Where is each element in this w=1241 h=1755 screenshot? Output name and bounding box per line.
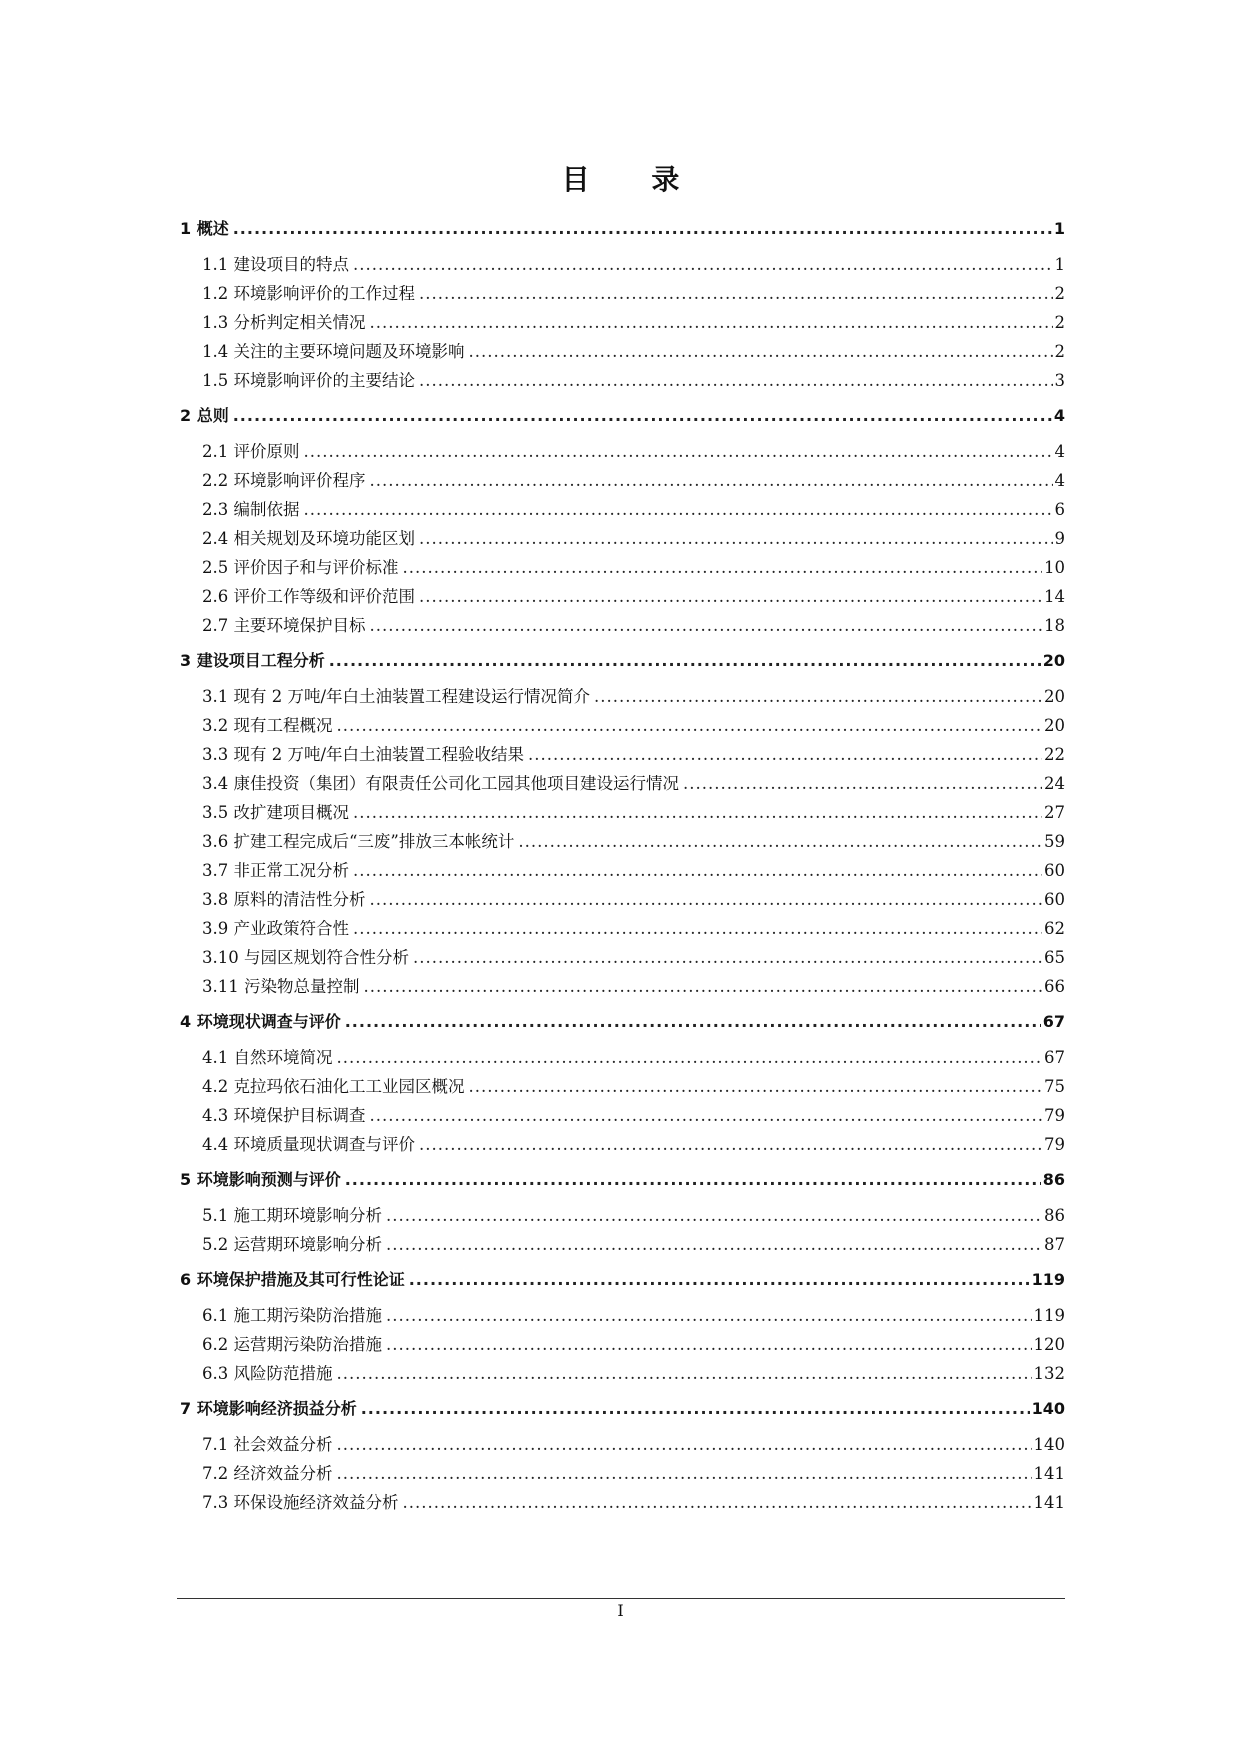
toc-entry-label: 3 建设项目工程分析: [180, 651, 325, 670]
toc-section-entry[interactable]: [180, 582, 1065, 611]
toc-leader-dots: [419, 1130, 1042, 1159]
toc-section-entry[interactable]: [180, 711, 1065, 740]
toc-entry-page-number: 20: [1044, 687, 1065, 706]
toc-leader-dots: [419, 366, 1053, 395]
toc-leader-dots: [353, 914, 1042, 943]
toc-entry-label: 2.5 评价因子和与评价标准: [202, 558, 399, 577]
toc-leader-dots: [469, 337, 1053, 366]
toc-entry-page-number: 24: [1044, 774, 1065, 793]
toc-entry-label: 2.1 评价原则: [202, 442, 300, 461]
toc-entry-page-number: 27: [1044, 803, 1065, 822]
toc-leader-dots: [528, 740, 1042, 769]
toc-entry-label: 4.4 环境质量现状调查与评价: [202, 1135, 415, 1154]
toc-section-entry[interactable]: [180, 740, 1065, 769]
toc-leader-dots: [337, 1459, 1032, 1488]
toc-section-entry[interactable]: [180, 1488, 1065, 1517]
toc-entry-label: 2.3 编制依据: [202, 500, 300, 519]
toc-entry-label: 3.7 非正常工况分析: [202, 861, 349, 880]
toc-entry-page-number: 140: [1033, 1435, 1065, 1454]
toc-section-entry[interactable]: [180, 856, 1065, 885]
toc-section-entry[interactable]: [180, 1072, 1065, 1101]
toc-leader-dots: [370, 308, 1053, 337]
toc-leader-dots: [370, 466, 1053, 495]
toc-leader-dots: [386, 1301, 1032, 1330]
toc-entry-page-number: 2: [1054, 342, 1065, 361]
toc-section-entry[interactable]: [180, 1359, 1065, 1388]
toc-leader-dots: [337, 1043, 1043, 1072]
toc-entry-label: 2.2 环境影响评价程序: [202, 471, 366, 490]
toc-entry-label: 4.3 环境保护目标调查: [202, 1106, 366, 1125]
toc-entry-label: 5 环境影响预测与评价: [180, 1170, 341, 1189]
footer-divider: [177, 1598, 1065, 1599]
toc-entry-page-number: 4: [1054, 471, 1065, 490]
toc-section-entry[interactable]: [180, 798, 1065, 827]
toc-entry-label: 1.5 环境影响评价的主要结论: [202, 371, 415, 390]
toc-leader-dots: [683, 769, 1042, 798]
toc-leader-dots: [233, 214, 1052, 243]
toc-leader-dots: [370, 1101, 1043, 1130]
toc-leader-dots: [518, 827, 1042, 856]
toc-leader-dots: [345, 1007, 1041, 1036]
toc-section-entry[interactable]: [180, 1101, 1065, 1130]
toc-entry-page-number: 141: [1033, 1493, 1065, 1512]
toc-leader-dots: [353, 250, 1053, 279]
toc-entry-page-number: 14: [1044, 587, 1065, 606]
toc-entry-label: 3.5 改扩建项目概况: [202, 803, 349, 822]
toc-leader-dots: [304, 437, 1053, 466]
toc-section-entry[interactable]: [180, 1301, 1065, 1330]
toc-entry-page-number: 87: [1044, 1235, 1065, 1254]
toc-leader-dots: [353, 856, 1042, 885]
table-of-contents: [180, 214, 1065, 1517]
toc-leader-dots: [419, 582, 1042, 611]
toc-entry-label: 7.2 经济效益分析: [202, 1464, 333, 1483]
toc-entry-page-number: 119: [1033, 1306, 1065, 1325]
toc-entry-label: 3.10 与园区规划符合性分析: [202, 948, 409, 967]
toc-entry-label: 3.3 现有 2 万吨/年白土油装置工程验收结果: [202, 745, 525, 764]
toc-entry-page-number: 20: [1042, 651, 1065, 670]
toc-section-entry[interactable]: [180, 279, 1065, 308]
toc-leader-dots: [233, 401, 1052, 430]
toc-entry-label: 6 环境保护措施及其可行性论证: [180, 1270, 405, 1289]
toc-section-entry[interactable]: [180, 943, 1065, 972]
toc-entry-page-number: 1: [1054, 255, 1065, 274]
toc-entry-page-number: 79: [1044, 1106, 1065, 1125]
toc-section-entry[interactable]: [180, 366, 1065, 395]
toc-entry-label: 3.2 现有工程概况: [202, 716, 333, 735]
toc-entry-page-number: 59: [1044, 832, 1065, 851]
toc-leader-dots: [386, 1330, 1032, 1359]
toc-leader-dots: [419, 524, 1053, 553]
toc-section-entry[interactable]: [180, 337, 1065, 366]
toc-section-entry[interactable]: [180, 1043, 1065, 1072]
toc-section-entry[interactable]: [180, 250, 1065, 279]
toc-entry-page-number: 75: [1044, 1077, 1065, 1096]
toc-section-entry[interactable]: [180, 1130, 1065, 1159]
toc-entry-page-number: 120: [1033, 1335, 1065, 1354]
toc-entry-page-number: 18: [1044, 616, 1065, 635]
toc-chapter-entry[interactable]: [180, 1265, 1065, 1294]
toc-leader-dots: [386, 1201, 1042, 1230]
toc-section-entry[interactable]: [180, 914, 1065, 943]
toc-section-entry[interactable]: [180, 466, 1065, 495]
toc-entry-label: 3.6 扩建工程完成后“三废”排放三本帐统计: [202, 832, 515, 851]
toc-entry-label: 7.3 环保设施经济效益分析: [202, 1493, 399, 1512]
toc-entry-label: 7 环境影响经济损益分析: [180, 1399, 357, 1418]
toc-entry-page-number: 10: [1044, 558, 1065, 577]
toc-entry-label: 4 环境现状调查与评价: [180, 1012, 341, 1031]
toc-leader-dots: [363, 972, 1042, 1001]
toc-entry-label: 1.2 环境影响评价的工作过程: [202, 284, 415, 303]
toc-entry-page-number: 60: [1044, 890, 1065, 909]
toc-entry-label: 4.2 克拉玛依石油化工工业园区概况: [202, 1077, 465, 1096]
toc-leader-dots: [329, 646, 1041, 675]
toc-entry-label: 3.11 污染物总量控制: [202, 977, 360, 996]
toc-entry-page-number: 1: [1053, 219, 1065, 238]
toc-entry-label: 1.4 关注的主要环境问题及环境影响: [202, 342, 465, 361]
toc-leader-dots: [337, 1359, 1032, 1388]
toc-entry-page-number: 9: [1054, 529, 1065, 548]
toc-section-entry[interactable]: [180, 1430, 1065, 1459]
toc-leader-dots: [304, 495, 1053, 524]
toc-entry-page-number: 67: [1044, 1048, 1065, 1067]
toc-entry-page-number: 20: [1044, 716, 1065, 735]
toc-chapter-entry[interactable]: [180, 1007, 1065, 1036]
toc-section-entry[interactable]: [180, 827, 1065, 856]
toc-entry-page-number: 141: [1033, 1464, 1065, 1483]
toc-entry-page-number: 22: [1044, 745, 1065, 764]
toc-section-entry[interactable]: [180, 437, 1065, 466]
toc-chapter-entry[interactable]: [180, 401, 1065, 430]
toc-section-entry[interactable]: [180, 524, 1065, 553]
toc-section-entry[interactable]: [180, 1330, 1065, 1359]
toc-entry-label: 2.7 主要环境保护目标: [202, 616, 366, 635]
toc-entry-page-number: 119: [1031, 1270, 1065, 1289]
toc-entry-page-number: 66: [1044, 977, 1065, 996]
toc-chapter-entry[interactable]: [180, 646, 1065, 675]
toc-entry-label: 1 概述: [180, 219, 229, 238]
toc-entry-label: 6.3 风险防范措施: [202, 1364, 333, 1383]
toc-section-entry[interactable]: [180, 682, 1065, 711]
toc-entry-label: 3.9 产业政策符合性: [202, 919, 349, 938]
toc-leader-dots: [361, 1394, 1030, 1423]
toc-entry-label: 6.1 施工期污染防治措施: [202, 1306, 382, 1325]
toc-leader-dots: [419, 279, 1053, 308]
toc-section-entry[interactable]: [180, 308, 1065, 337]
toc-chapter-entry[interactable]: [180, 1394, 1065, 1423]
toc-entry-page-number: 86: [1042, 1170, 1065, 1189]
toc-entry-page-number: 62: [1044, 919, 1065, 938]
toc-entry-page-number: 67: [1042, 1012, 1065, 1031]
footer-page-number: I: [617, 1601, 624, 1620]
toc-leader-dots: [386, 1230, 1042, 1259]
toc-chapter-entry[interactable]: [180, 214, 1065, 243]
toc-leader-dots: [353, 798, 1042, 827]
toc-section-entry[interactable]: [180, 769, 1065, 798]
toc-entry-page-number: 2: [1054, 313, 1065, 332]
toc-entry-page-number: 132: [1033, 1364, 1065, 1383]
toc-entry-page-number: 4: [1054, 442, 1065, 461]
page-title: 目 录: [561, 163, 706, 196]
toc-entry-label: 1.3 分析判定相关情况: [202, 313, 366, 332]
toc-entry-label: 2.6 评价工作等级和评价范围: [202, 587, 415, 606]
toc-leader-dots: [403, 1488, 1032, 1517]
toc-entry-label: 4.1 自然环境简况: [202, 1048, 333, 1067]
toc-entry-label: 3.1 现有 2 万吨/年白土油装置工程建设运行情况简介: [202, 687, 591, 706]
toc-leader-dots: [594, 682, 1042, 711]
toc-leader-dots: [413, 943, 1042, 972]
toc-leader-dots: [370, 611, 1043, 640]
toc-section-entry[interactable]: [180, 1230, 1065, 1259]
toc-entry-label: 2 总则: [180, 406, 229, 425]
toc-entry-label: 2.4 相关规划及环境功能区划: [202, 529, 415, 548]
toc-entry-page-number: 3: [1054, 371, 1065, 390]
toc-entry-page-number: 79: [1044, 1135, 1065, 1154]
toc-section-entry[interactable]: [180, 885, 1065, 914]
toc-entry-label: 6.2 运营期污染防治措施: [202, 1335, 382, 1354]
toc-entry-page-number: 6: [1054, 500, 1065, 519]
toc-entry-label: 7.1 社会效益分析: [202, 1435, 333, 1454]
toc-section-entry[interactable]: [180, 553, 1065, 582]
toc-section-entry[interactable]: [180, 1201, 1065, 1230]
toc-section-entry[interactable]: [180, 495, 1065, 524]
toc-entry-label: 3.8 原料的清洁性分析: [202, 890, 366, 909]
toc-section-entry[interactable]: [180, 611, 1065, 640]
toc-chapter-entry[interactable]: [180, 1165, 1065, 1194]
toc-leader-dots: [370, 885, 1043, 914]
toc-entry-label: 3.4 康佳投资（集团）有限责任公司化工园其他项目建设运行情况: [202, 774, 679, 793]
toc-leader-dots: [345, 1165, 1041, 1194]
toc-entry-page-number: 60: [1044, 861, 1065, 880]
toc-section-entry[interactable]: [180, 1459, 1065, 1488]
toc-leader-dots: [337, 1430, 1032, 1459]
toc-leader-dots: [337, 711, 1043, 740]
toc-entry-page-number: 65: [1044, 948, 1065, 967]
toc-entry-page-number: 86: [1044, 1206, 1065, 1225]
toc-entry-page-number: 2: [1054, 284, 1065, 303]
toc-entry-label: 5.2 运营期环境影响分析: [202, 1235, 382, 1254]
toc-entry-label: 5.1 施工期环境影响分析: [202, 1206, 382, 1225]
toc-leader-dots: [409, 1265, 1030, 1294]
toc-entry-page-number: 4: [1053, 406, 1065, 425]
toc-leader-dots: [469, 1072, 1043, 1101]
toc-section-entry[interactable]: [180, 972, 1065, 1001]
toc-leader-dots: [403, 553, 1043, 582]
toc-entry-label: 1.1 建设项目的特点: [202, 255, 349, 274]
toc-entry-page-number: 140: [1031, 1399, 1065, 1418]
